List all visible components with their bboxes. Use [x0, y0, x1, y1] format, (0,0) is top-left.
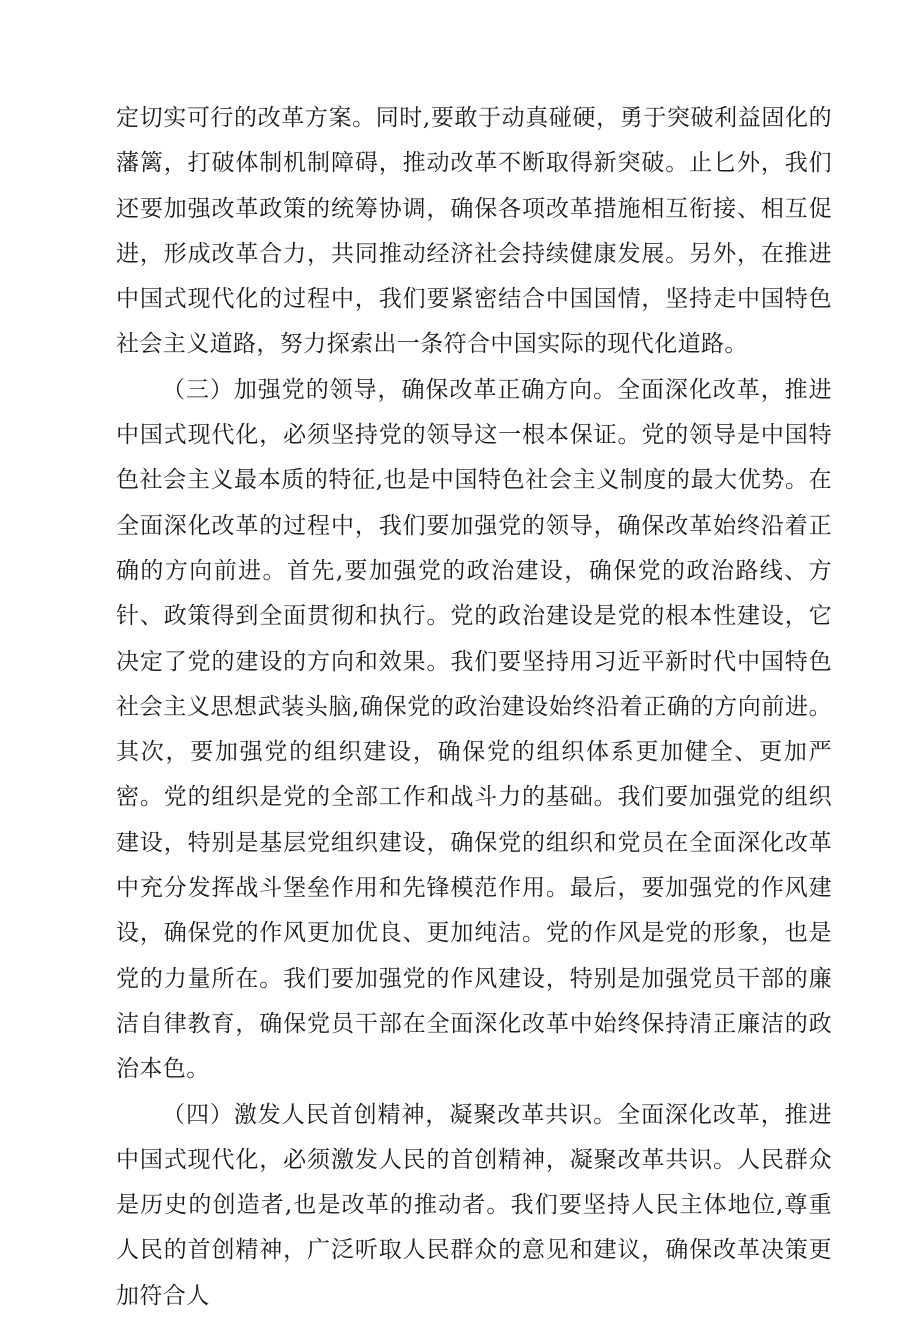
document-body: [116, 96, 832, 1319]
paragraph-section-4: （四）激发人民首创精神，凝聚改革共识。全面深化改革，推进中国式现代化，必须激发人民的首创精神，凝聚改革共识。人民群众是历史的创造者,也是改革的推动者。我们要坚持人民主体地位,尊重人民的首创精神，广泛听取人民群众的意见和建议，确保改革决策更加符合人: [116, 1101, 832, 1309]
paragraph-section-3: （三）加强党的领导，确保改革正确方向。全面深化改革，推进中国式现代化，必须坚持党的领导这一根本保证。党的领导是中国特色社会主义最本质的特征,也是中国特色社会主义制度的最大优势。在全面深化改革的过程中，我们要加强党的领导，确保改革始终沿着正确的方向前进。首先,要加强党的政治建设，确保党的政治路线、方针、政策得到全面贯彻和执行。党的政治建设是党的根本性建设，它决定了党的建设的方向和效果。我们要坚持用习近平新时代中国特色社会主义思想武装头脑,确保党的政治建设始终沿着正确的方向前进。其次，要加强党的组织建设，确保党的组织体系更加健全、更加严密。党的组织是党的全部工作和战斗力的基础。我们要加强党的组织建设，特别是基层党组织建设，确保党的组织和党员在全面深化改革中充分发挥战斗堡垒作用和先锋模范作用。最后，要加强党的作风建设，确保党的作风更加优良、更加纯洁。党的作风是党的形象，也是党的力量所在。我们要加强党的作风建设，特别是加强党员干部的廉洁自律教育，确保党员干部在全面深化改革中始终保持清正廉洁的政治本色。: [116, 376, 832, 1083]
paragraph-continuation: 定切实可行的改革方案。同时,要敢于动真碰硬，勇于突破利益固化的藩篱，打破体制机制障碍，推动改革不断取得新突破。止匕外，我们还要加强改革政策的统筹协调，确保各项改革措施相互衔接、相互促进，形成改革合力，共同推动经济社会持续健康发展。另外，在推进中国式现代化的过程中，我们要紧密结合中国国情，坚持走中国特色社会主义道路，努力探索出一条符合中国实际的现代化道路。: [116, 105, 832, 358]
